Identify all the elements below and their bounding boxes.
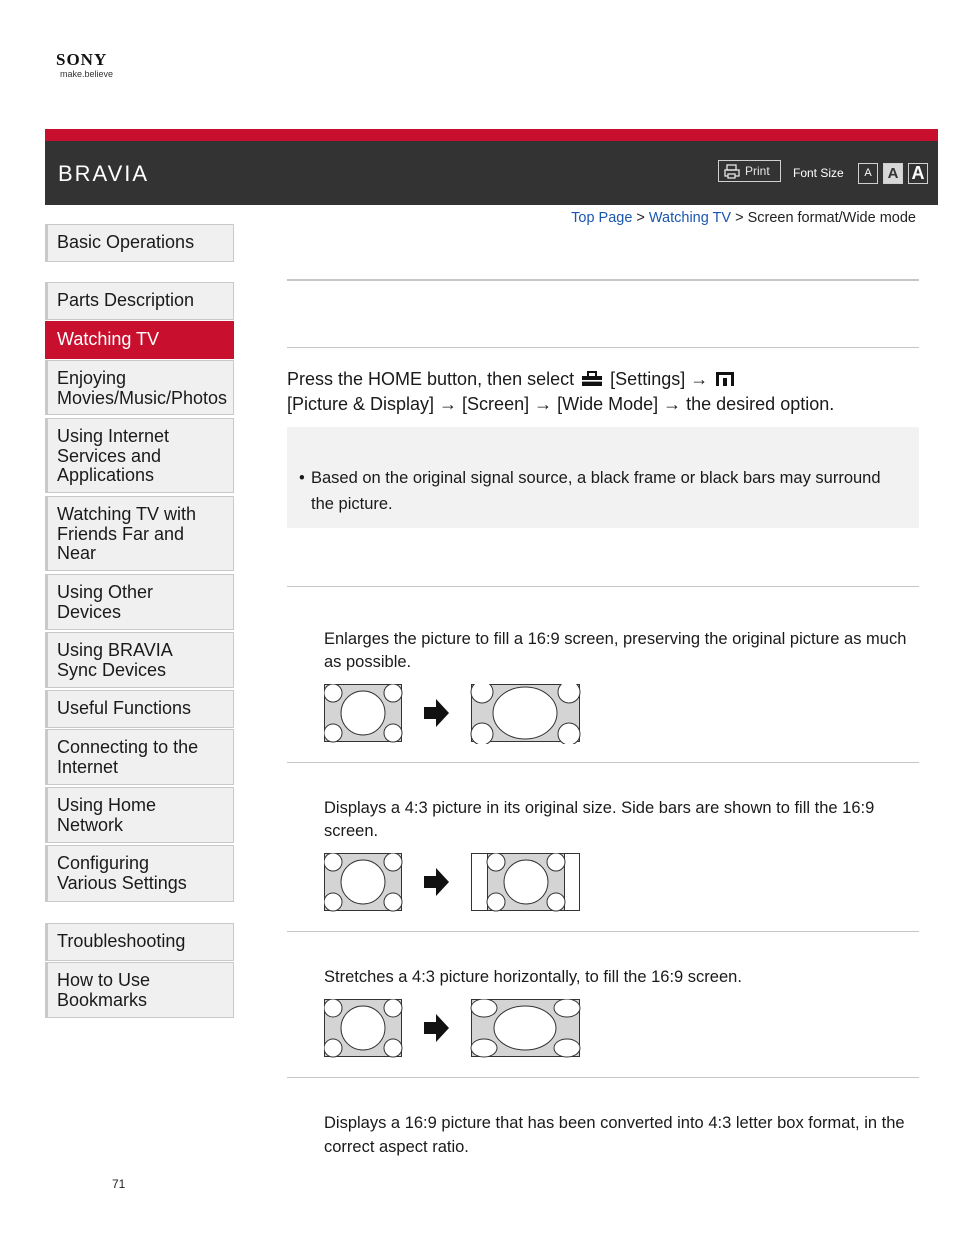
section-divider — [287, 586, 919, 587]
sidebar-item-home-network[interactable]: Using Home Network — [45, 787, 234, 843]
sony-tagline: make.believe — [60, 69, 114, 79]
print-label: Print — [745, 164, 770, 178]
sidebar-item-configuring-settings[interactable]: Configuring Various Settings — [45, 845, 234, 902]
sidebar-item-connecting-internet[interactable]: Connecting to the Internet — [45, 729, 234, 785]
arrow-icon — [424, 699, 449, 727]
bravia-logo: BRAVIA — [58, 161, 150, 186]
font-size-label: Font Size — [793, 166, 844, 180]
section-divider — [287, 347, 919, 348]
breadcrumb-watching-tv[interactable]: Watching TV — [648, 210, 732, 226]
sidebar-item-parts-description[interactable]: Parts Description — [45, 282, 234, 320]
sidebar-item-bravia-sync[interactable]: Using BRAVIA Sync Devices — [45, 632, 234, 688]
sidebar-item-basic-operations[interactable]: Basic Operations — [45, 224, 234, 262]
sidebar-item-enjoying-media[interactable]: Enjoying Movies/Music/Photos — [45, 360, 234, 415]
sidebar-item-other-devices[interactable]: Using Other Devices — [45, 574, 234, 630]
wide-zoom-diagram — [324, 684, 581, 744]
note-text: • Based on the original signal source, a black frame or black bars may surround the picture. — [299, 465, 899, 517]
page-number: 71 — [112, 1177, 126, 1191]
full-diagram — [324, 999, 581, 1059]
print-button[interactable] — [718, 160, 781, 182]
section-divider — [287, 279, 919, 281]
settings-toolbox-icon — [581, 371, 603, 387]
arrow-icon — [424, 868, 449, 896]
sidebar-item-internet-services[interactable]: Using Internet Services and Applications — [45, 418, 234, 493]
breadcrumb — [571, 209, 916, 227]
note-box — [287, 427, 919, 528]
breadcrumb-top-page[interactable]: Top Page — [571, 210, 633, 226]
picture-display-icon — [715, 371, 735, 387]
sony-wordmark: SONY — [56, 50, 108, 69]
breadcrumb-current: Screen format/Wide mode — [747, 210, 916, 226]
sidebar-item-troubleshooting[interactable]: Troubleshooting — [45, 923, 234, 961]
sidebar-item-useful-functions[interactable]: Useful Functions — [45, 690, 234, 728]
source-4-3-frame — [324, 684, 402, 742]
note-bullet: • — [299, 469, 305, 487]
result-16-9-frame — [471, 999, 580, 1057]
section-divider — [287, 762, 919, 763]
option-description: Stretches a 4:3 picture horizontally, to fill the 16:9 screen. — [324, 968, 742, 986]
section-divider — [287, 931, 919, 932]
font-size-small-button[interactable]: A — [858, 163, 878, 184]
normal-diagram — [324, 853, 581, 913]
arrow-icon — [424, 1014, 449, 1042]
font-size-large-button[interactable]: A — [908, 163, 928, 184]
section-divider — [287, 1077, 919, 1078]
printer-icon — [724, 164, 740, 179]
sidebar-item-bookmarks[interactable]: How to Use Bookmarks — [45, 962, 234, 1018]
source-4-3-frame — [324, 999, 402, 1057]
result-16-9-frame — [471, 684, 580, 744]
result-16-9-frame — [472, 853, 580, 911]
option-description: Displays a 16:9 picture that has been converted into 4:3 letter box format, in the correct aspect ratio. — [324, 1114, 905, 1156]
font-size-medium-button[interactable]: A — [883, 163, 903, 184]
option-description: Enlarges the picture to fill a 16:9 screen, preserving the original picture as much as possible. — [324, 630, 907, 671]
breadcrumb-separator: > — [735, 210, 744, 226]
instruction-text: Press the HOME button, then select [Settings] → [Picture & Display] → [Screen] → [Wide Mode] → the desired option. — [287, 369, 835, 414]
header-accent-bar — [45, 129, 938, 141]
sony-logo — [56, 52, 146, 80]
source-4-3-frame — [324, 853, 402, 911]
sidebar-item-watching-with-friends[interactable]: Watching TV with Friends Far and Near — [45, 496, 234, 571]
sidebar-item-watching-tv[interactable]: Watching TV — [45, 321, 234, 359]
header-bar — [45, 129, 938, 205]
breadcrumb-separator: > — [636, 210, 645, 226]
option-description: Displays a 4:3 picture in its original size. Side bars are shown to fill the 16:9 screen. — [324, 799, 875, 840]
